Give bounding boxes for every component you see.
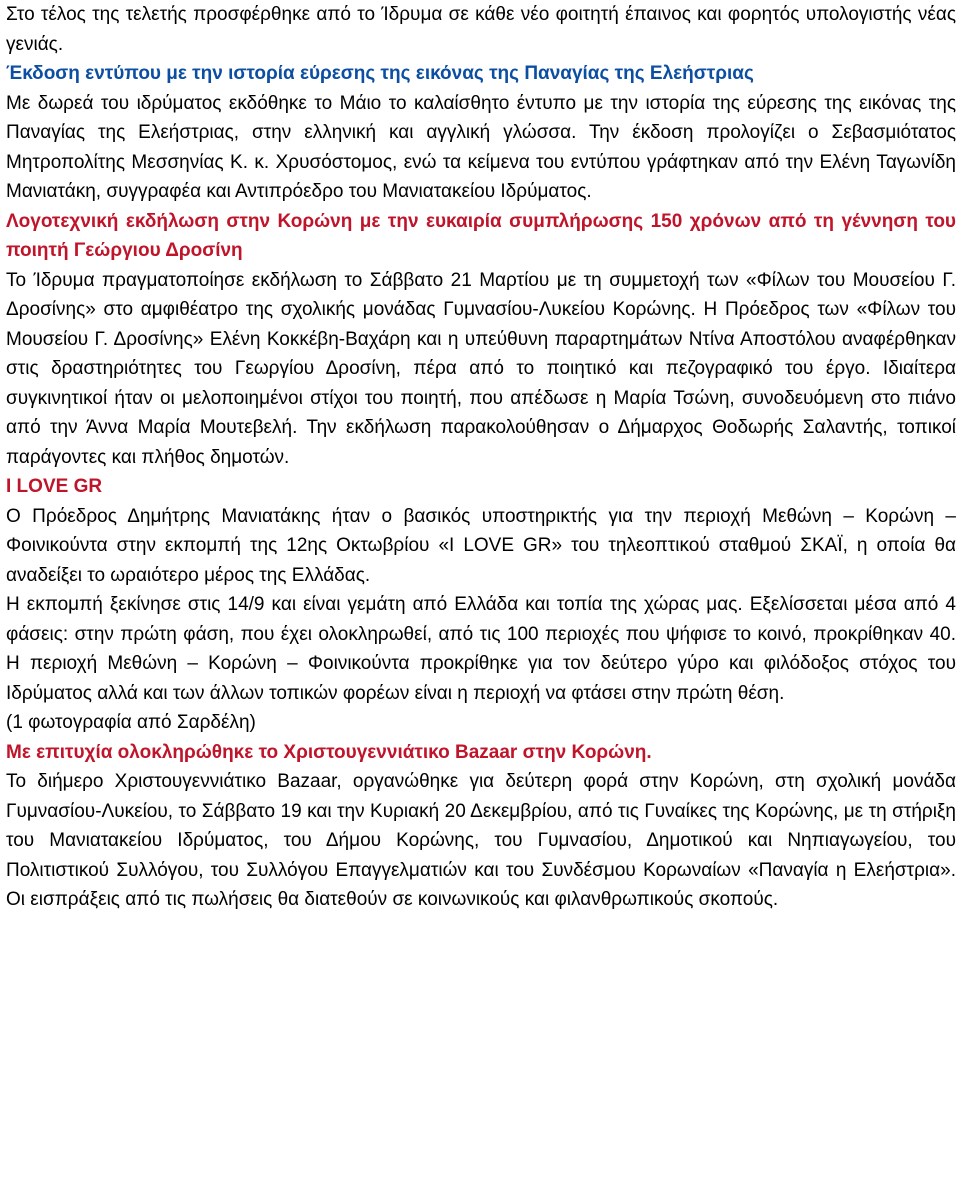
intro-paragraph: Στο τέλος της τελετής προσφέρθηκε από το Ίδρυμα σε κάθε νέο φοιτητή έπαινος και φορητός υπολογιστής νέας γενιάς.: [6, 4, 956, 55]
section-christmas-bazaar: [6, 738, 956, 915]
section-i-love-gr: [6, 472, 956, 738]
section-title-christmas-bazaar: Με επιτυχία ολοκληρώθηκε το Χριστουγεννιάτικο Bazaar στην Κορώνη.: [6, 741, 652, 763]
section-paragraph: Το Ίδρυμα πραγματοποίησε εκδήλωση το Σάββατο 21 Μαρτίου με τη συμμετοχή των «Φίλων του Μουσείου Γ. Δροσίνης» στο αμφιθέατρο της σχολικής μονάδας Γυμνασίου-Λυκείου Κορώνης. Η Πρόεδρος των «Φίλων του Μουσείου Γ. Δροσίνης» Ελένη Κοκκέβη-Βαχάρη και η υπεύθυνη παραρτημάτων Ντίνα Αποστόλου αναφέρθηκαν στις δραστηριότητες του Γεωργίου Δροσίνη, πέρα από το ποιητικό και πεζογραφικό του έργο. Ιδιαίτερα συγκινητικοί ήταν οι μελοποιημένοι στίχοι του ποιητή, που απέδωσε η Μαρία Τσώνη, συνοδευόμενη στο πιάνο από την Άννα Μαρία Μουτεβελή. Την εκδήλωση παρακολούθησαν ο Δήμαρχος Θοδωρής Σαλαντής, τοπικοί παράγοντες και πλήθος δημοτών.: [6, 269, 956, 468]
section-icon-booklet: [6, 59, 956, 207]
section-paragraph: Ο Πρόεδρος Δημήτρης Μανιατάκης ήταν ο βασικός υποστηρικτής για την περιοχή Μεθώνη – Κορώνη – Φοινικούντα στην εκπομπή της 12ης Οκτωβρίου «I LOVE GR» του τηλεοπτικού σταθμού ΣΚΑΪ, η οποία θα αναδείξει το ωραιότερο μέρος της Ελλάδας.: [6, 505, 956, 586]
section-drosinis-event: [6, 207, 956, 473]
section-paragraph: Το διήμερο Χριστουγεννιάτικο Bazaar, οργανώθηκε για δεύτερη φορά στην Κορώνη, στη σχολική μονάδα Γυμνασίου-Λυκείου, το Σάββατο 19 και την Κυριακή 20 Δεκεμβρίου, από τις Γυναίκες της Κορώνης, με τη στήριξη του Μανιατακείου Ιδρύματος, του Δήμου Κορώνης, του Γυμνασίου, Δημοτικού και Νηπιαγωγείου, του Πολιτιστικού Συλλόγου, του Συλλόγου Επαγγελματιών και του Συνδέσμου Κορωναίων «Παναγία η Ελεήστρια». Οι εισπράξεις από τις πωλήσεις θα διατεθούν σε κοινωνικούς και φιλανθρωπικούς σκοπούς.: [6, 771, 956, 910]
section-title-icon-booklet: Έκδοση εντύπου με την ιστορία εύρεσης της εικόνας της Παναγίας της Ελεήστριας: [6, 63, 754, 84]
section-paragraph: Η εκπομπή ξεκίνησε στις 14/9 και είναι γεμάτη από Ελλάδα και τοπία της χώρας μας. Εξελίσσεται μέσα από 4 φάσεις: στην πρώτη φάση, που έχει ολοκληρωθεί, από τις 100 περιοχές που ψήφισε το κοινό, προκρίθηκαν 40. Η περιοχή Μεθώνη – Κορώνη – Φοινικούντα προκρίθηκε για τον δεύτερο γύρο και φιλόδοξος στόχος του Ιδρύματος αλλά και των άλλων τοπικών φορέων είναι η περιοχή να φτάσει στην πρώτη θέση.: [6, 594, 956, 704]
section-title-i-love-gr: I LOVE GR: [6, 476, 103, 497]
section-paragraph: Με δωρεά του ιδρύματος εκδόθηκε το Μάιο το καλαίσθητο έντυπο με την ιστορία της εύρεσης της εικόνας της Παναγίας της Ελεήστριας, στην ελληνική και αγγλική γλώσσα. Την έκδοση προλογίζει ο Σεβασμιότατος Μητροπολίτης Μεσσηνίας Κ. κ. Χρυσόστομος, ενώ τα κείμενα του εντύπου γράφτηκαν από την Ελένη Ταγωνίδη Μανιατάκη, συγγραφέα και Αντιπρόεδρο του Μανιατακείου Ιδρύματος.: [6, 92, 956, 202]
section-title-drosinis-event: Λογοτεχνική εκδήλωση στην Κορώνη με την ευκαιρία συμπλήρωσης 150 χρόνων από τη γέννηση του ποιητή Γεώργιου Δροσίνη: [6, 210, 956, 261]
photo-credit: (1 φωτογραφία από Σαρδέλη): [6, 712, 256, 733]
